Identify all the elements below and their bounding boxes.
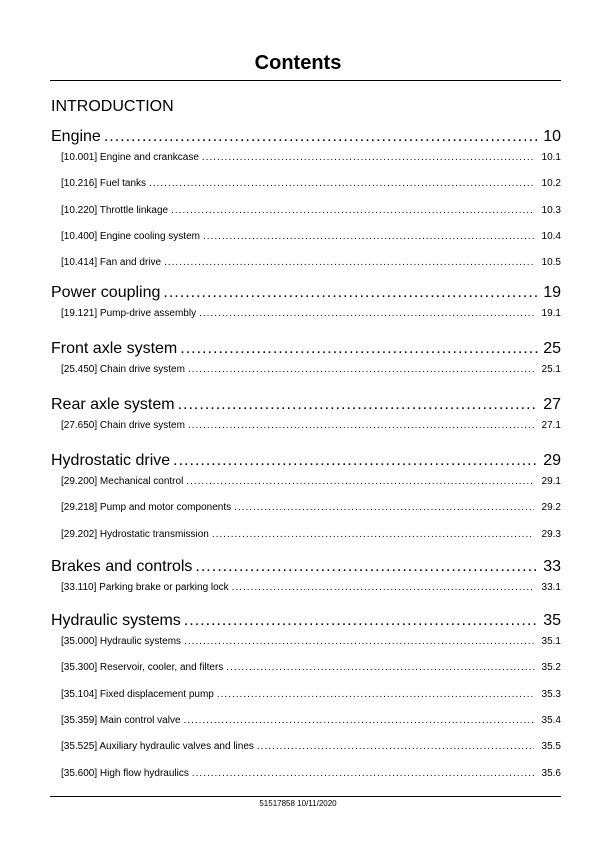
toc-item-label: [25.450] Chain drive system <box>61 364 185 375</box>
toc-item[interactable] <box>51 363 561 377</box>
toc-item[interactable] <box>51 475 561 489</box>
dot-leader <box>171 204 534 218</box>
toc-section-label: Brakes and controls <box>51 558 193 575</box>
toc-item-label: [35.600] High flow hydraulics <box>61 767 189 779</box>
dot-leader <box>226 661 534 675</box>
toc-item-page: 35.6 <box>541 767 561 779</box>
toc-section-label: Front axle system <box>51 340 178 357</box>
dot-leader <box>178 395 538 415</box>
toc-item-page: 25.1 <box>541 364 561 375</box>
toc-item-page: 27.1 <box>541 420 561 431</box>
toc-item-label: [29.200] Mechanical control <box>61 476 184 487</box>
toc-item-page: 35.2 <box>541 662 561 674</box>
toc-section-label: Rear axle system <box>51 396 175 413</box>
dot-leader <box>163 283 538 303</box>
toc-item-page: 29.2 <box>541 502 561 514</box>
toc-item-page: 10.5 <box>541 257 561 269</box>
toc-item-label: [10.400] Engine cooling system <box>61 230 200 242</box>
toc-item[interactable] <box>51 740 561 754</box>
toc-section-label: Engine <box>51 128 101 145</box>
dot-leader <box>199 307 534 321</box>
toc-item-label: [35.525] Auxiliary hydraulic valves and lines <box>61 741 254 753</box>
toc-item-label: [10.220] Throttle linkage <box>61 204 169 216</box>
toc-section-label: Hydrostatic drive <box>51 452 171 469</box>
dot-leader <box>232 581 534 595</box>
dot-leader <box>149 177 534 191</box>
toc-item[interactable] <box>51 688 561 702</box>
toc-item[interactable] <box>51 635 561 649</box>
dot-leader <box>186 475 534 489</box>
toc-section[interactable] <box>51 451 561 471</box>
toc-item-label: [27.650] Chain drive system <box>61 420 185 431</box>
toc-item-label: [10.001] Engine and crankcase <box>61 152 199 163</box>
toc-item-label: [10.216] Fuel tanks <box>61 178 147 190</box>
toc-item[interactable] <box>51 661 561 675</box>
toc-section-page: 25 <box>543 340 561 357</box>
toc-item-page: 10.2 <box>541 178 561 190</box>
dot-leader <box>202 151 534 165</box>
toc-item-page: 35.4 <box>541 714 561 726</box>
toc-item[interactable] <box>51 204 561 218</box>
toc-item-page: 29.3 <box>541 528 561 540</box>
dot-leader <box>180 339 538 359</box>
toc-item-label: [35.300] Reservoir, cooler, and filters <box>61 662 224 674</box>
dot-leader <box>164 256 534 270</box>
toc-item-label: [35.104] Fixed displacement pump <box>61 688 214 700</box>
dot-leader <box>203 230 534 244</box>
toc-item-page: 29.1 <box>541 476 561 487</box>
toc-section-page: 33 <box>543 558 561 575</box>
toc-item-page: 35.3 <box>541 688 561 700</box>
toc-section[interactable] <box>51 283 561 303</box>
toc-section[interactable] <box>51 611 561 631</box>
toc-item[interactable] <box>51 151 561 165</box>
toc-section-page: 29 <box>543 452 561 469</box>
page-title: Contents <box>254 52 342 74</box>
toc-item-page: 10.4 <box>541 230 561 242</box>
toc-item-label: [19.121] Pump-drive assembly <box>61 308 197 319</box>
toc-section[interactable] <box>51 395 561 415</box>
dot-leader <box>104 127 538 147</box>
toc-item-page: 33.1 <box>541 582 561 593</box>
toc-section[interactable] <box>51 557 561 577</box>
dot-leader <box>184 635 534 649</box>
toc-item-page: 10.1 <box>541 152 561 163</box>
dot-leader <box>173 451 538 471</box>
toc-item-label: [33.110] Parking brake or parking lock <box>61 582 229 593</box>
dot-leader <box>188 363 534 377</box>
toc-item-label: [35.359] Main control valve <box>61 714 181 726</box>
toc-item[interactable] <box>51 230 561 244</box>
toc-section-page: 10 <box>543 128 561 145</box>
dot-leader <box>188 419 534 433</box>
dot-leader <box>257 740 534 754</box>
toc-item-label: [35.000] Hydraulic systems <box>61 636 182 647</box>
toc-item-label: [29.218] Pump and motor components <box>61 502 232 514</box>
toc-item-page: 10.3 <box>541 204 561 216</box>
toc-item[interactable] <box>51 501 561 515</box>
footer-document-number: 51517858 10/11/2020 <box>259 799 337 808</box>
toc-item[interactable] <box>51 528 561 542</box>
toc-item-page: 19.1 <box>541 308 561 319</box>
toc-section-page: 27 <box>543 396 561 413</box>
toc-item[interactable] <box>51 177 561 191</box>
dot-leader <box>212 528 534 542</box>
toc-item-page: 35.5 <box>541 741 561 753</box>
dot-leader <box>195 557 538 577</box>
introduction-heading: INTRODUCTION <box>51 98 174 115</box>
toc-section-label: Hydraulic systems <box>51 612 181 629</box>
toc-item[interactable] <box>51 419 561 433</box>
toc-item-label: [29.202] Hydrostatic transmission <box>61 528 209 540</box>
toc-item[interactable] <box>51 256 561 270</box>
toc-item[interactable] <box>51 307 561 321</box>
toc-item-page: 35.1 <box>541 636 561 647</box>
toc-section-page: 19 <box>543 284 561 301</box>
footer-divider <box>50 796 561 797</box>
toc-section-label: Power coupling <box>51 284 161 301</box>
toc-item[interactable] <box>51 714 561 728</box>
dot-leader <box>192 767 534 781</box>
dot-leader <box>217 688 534 702</box>
toc-section[interactable] <box>51 127 561 147</box>
dot-leader <box>234 501 534 515</box>
toc-item-label: [10.414] Fan and drive <box>61 257 162 269</box>
toc-item[interactable] <box>51 767 561 781</box>
toc-section[interactable] <box>51 339 561 359</box>
toc-section-page: 35 <box>543 612 561 629</box>
title-divider <box>50 80 561 81</box>
dot-leader <box>184 714 534 728</box>
toc-item[interactable] <box>51 581 561 595</box>
dot-leader <box>184 611 538 631</box>
